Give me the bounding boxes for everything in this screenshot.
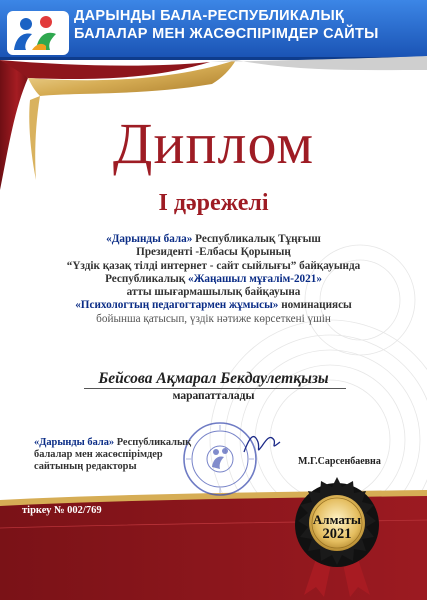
body-line (36, 260, 391, 273)
body-fragment: Республикалық Тұңғыш (192, 233, 321, 245)
site-title-line2: БАЛАЛАР МЕН ЖАСӨСПІРІМДЕР САЙТЫ (74, 26, 379, 42)
body-fragment: «Психологтың педагогтармен жұмысы» (75, 299, 279, 312)
recipient-name: Бейсова Ақмарал Бекдаулетқызы (98, 370, 329, 387)
seal-year: 2021 (322, 526, 352, 542)
editor-line (34, 437, 191, 449)
editor-fragment: «Дарынды бала» (34, 437, 115, 448)
awarded-text: марапатталады (172, 390, 255, 402)
body-fragment: «Жаңашыл мұғалім-2021» (187, 272, 322, 285)
body-fragment: Президенті -Елбасы Қорының (136, 246, 291, 259)
seal-city: Алматы (312, 512, 362, 527)
editor-signature-block (34, 437, 191, 473)
body-fragment: Республикалық (105, 272, 188, 285)
diploma-degree: I дәрежелі (158, 190, 269, 216)
editor-name: М.Г.Сарсенбаевна (298, 456, 381, 467)
body-line (36, 246, 391, 259)
body-line (36, 273, 391, 286)
body-fragment: “Үздік қазақ тілді интернет - сайт сыйлығы” байқауында (66, 259, 361, 272)
diploma-title: Диплом (112, 111, 315, 176)
site-title-line1: ДАРЫНДЫ БАЛА-РЕСПУБЛИКАЛЫҚ (74, 8, 345, 24)
editor-line: балалар мен жасөспірімдер (34, 449, 163, 460)
diploma-body-text (36, 233, 391, 326)
body-fragment: бойынша қатысып, үздік нәтиже көрсеткені үшін (96, 312, 331, 325)
signature-scribble (240, 428, 284, 458)
body-line (36, 286, 391, 299)
recipient-underline (84, 388, 346, 389)
editor-line: сайтының редакторы (34, 461, 137, 472)
body-fragment: атты шығармашылық байқауына (126, 286, 301, 299)
body-fragment: «Дарынды бала» (106, 233, 193, 245)
editor-fragment: Республикалық (114, 437, 192, 448)
body-line (36, 313, 391, 326)
body-fragment: номинациясы (278, 299, 352, 312)
body-line (36, 299, 391, 312)
registration-number: тіркеу № 002/769 (22, 505, 102, 516)
body-line (36, 233, 391, 246)
